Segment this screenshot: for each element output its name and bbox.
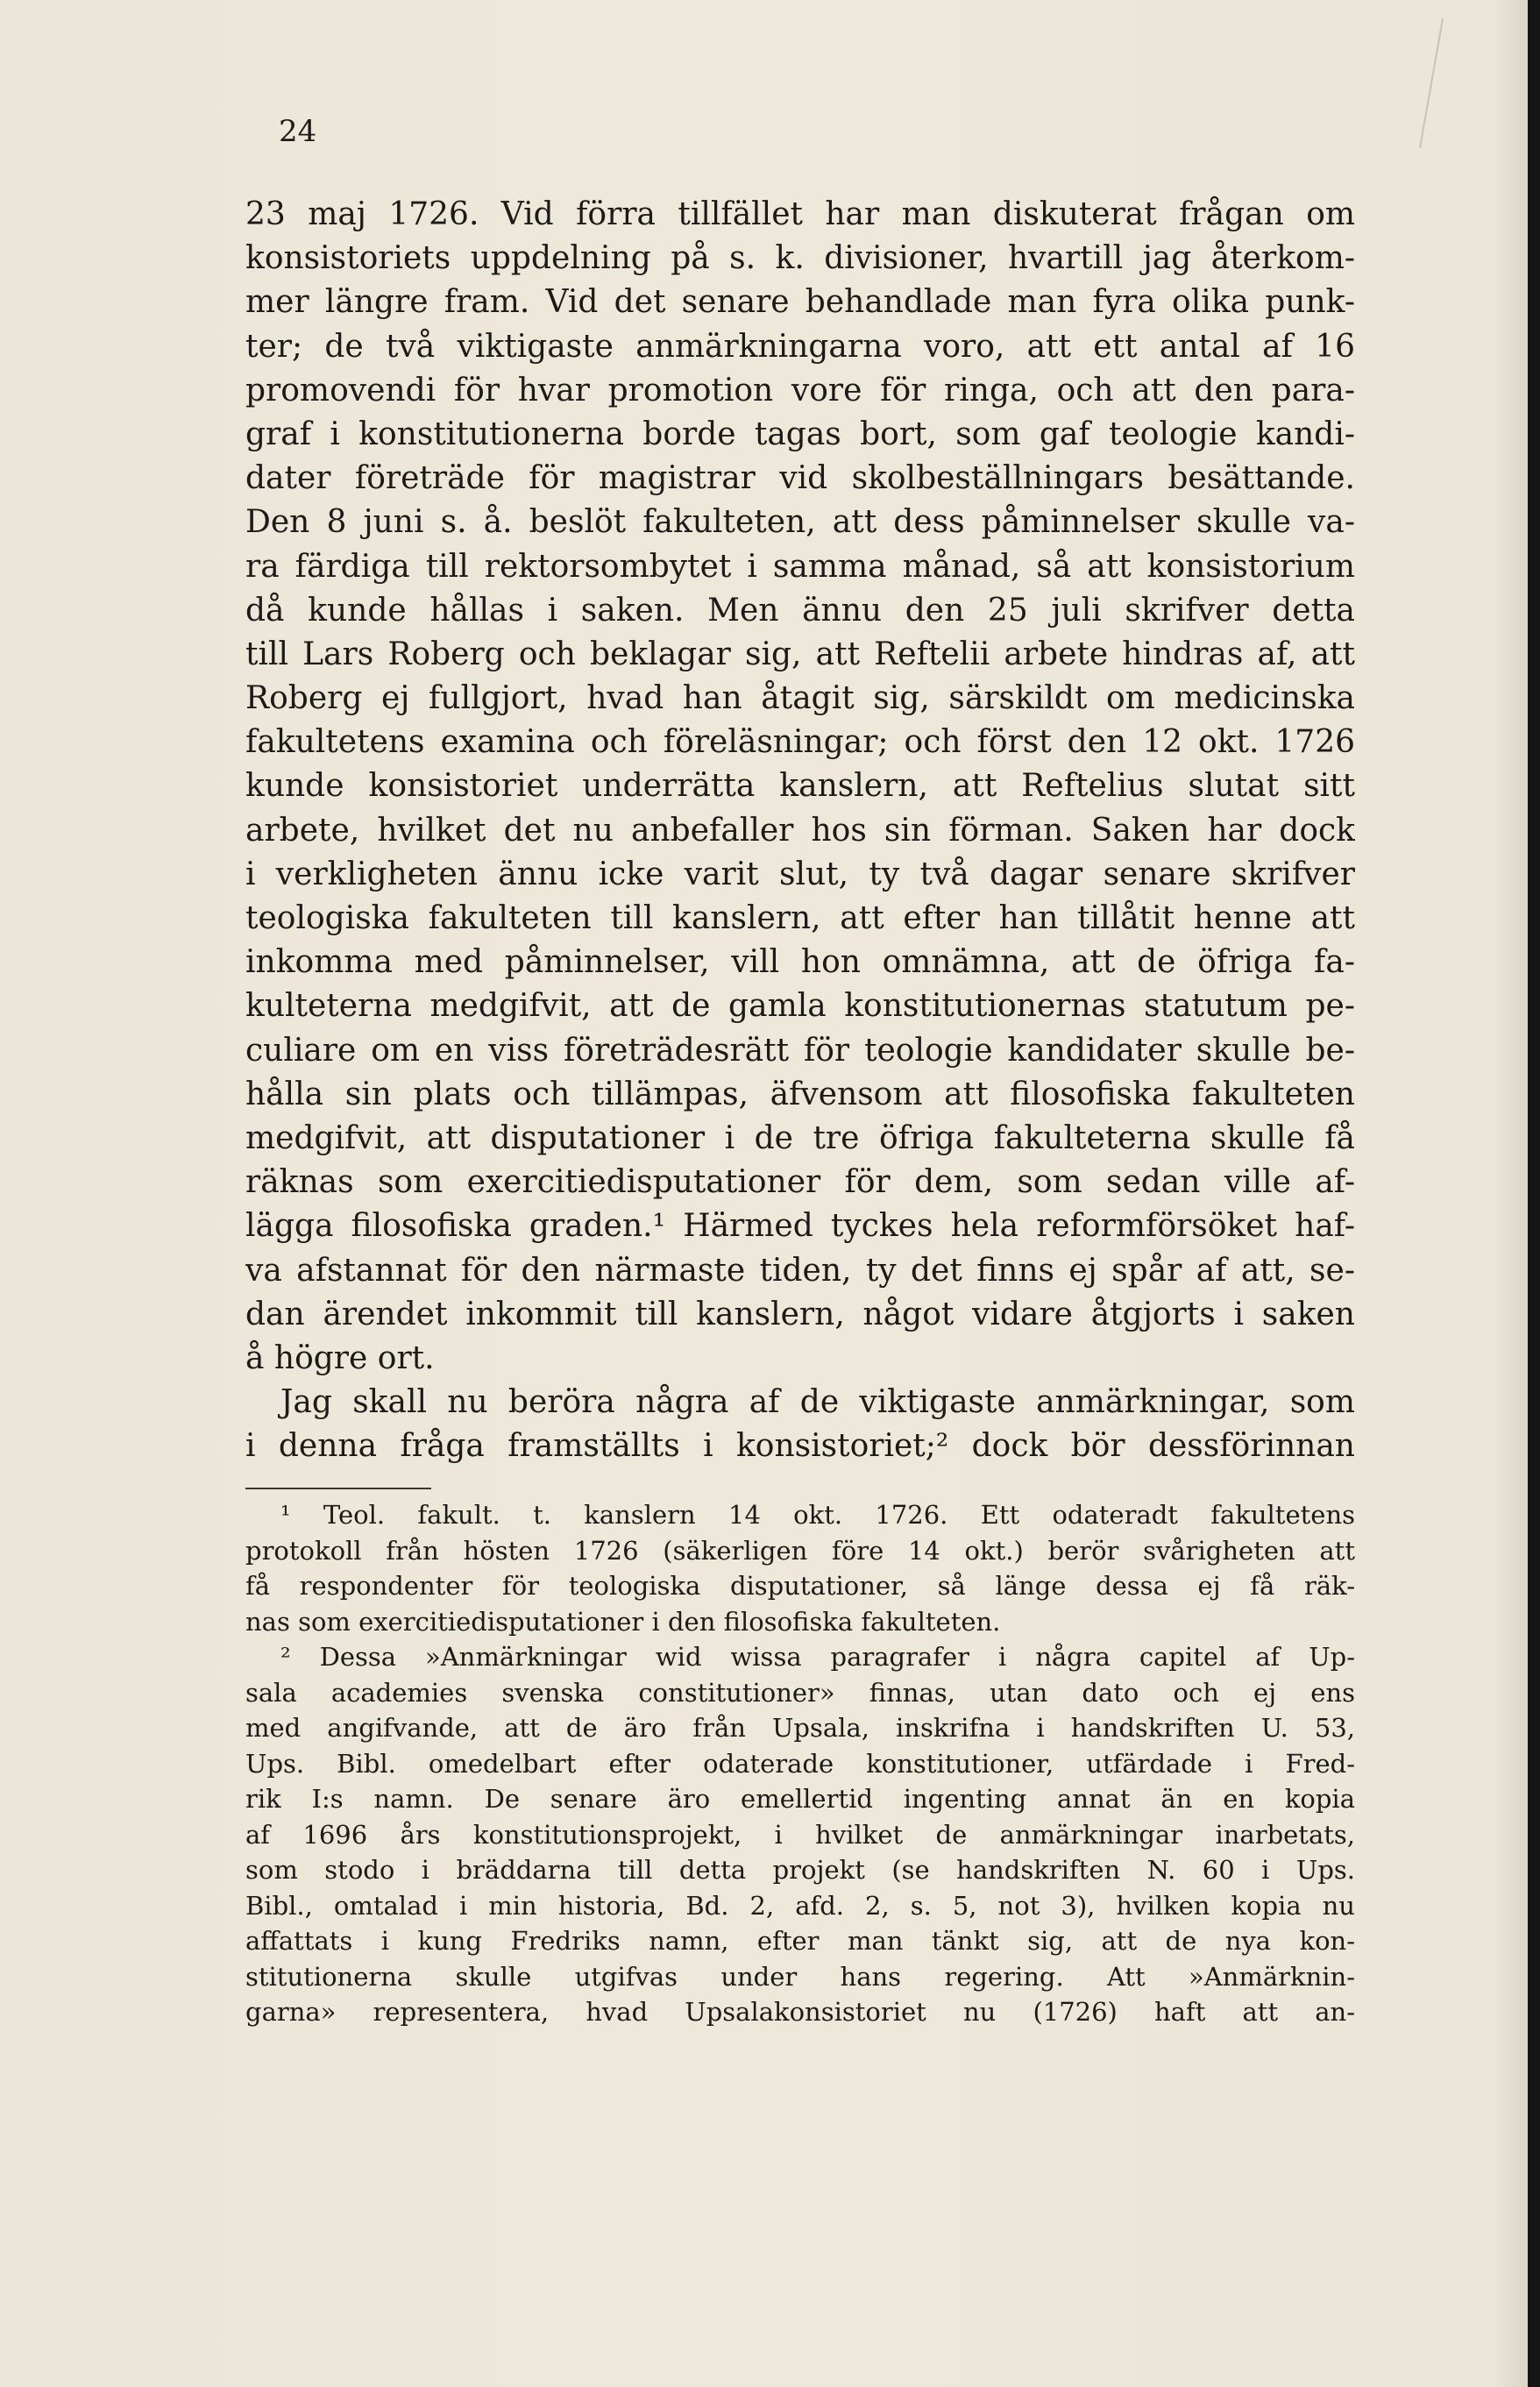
text-line: dan ärendet inkommit till kanslern, något vidare åtgjorts i saken: [245, 1296, 1355, 1332]
text-line: promovendi för hvar promotion vore för ringa, och att den para-: [245, 372, 1355, 408]
footnote-line: garna» representera, hvad Upsalakonsistoriet nu (1726) haft att an-: [245, 1997, 1355, 2027]
text-line: arbete, hvilket det nu anbefaller hos sin förman. Saken har dock: [245, 812, 1355, 849]
footnote-line: som stodo i bräddarna till detta projekt (se handskriften N. 60 i Ups.: [245, 1855, 1355, 1885]
text-line: Roberg ej fullgjort, hvad han åtagit sig, särskildt om medicinska: [245, 680, 1355, 717]
text-line: culiare om en viss företrädesrätt för teologie kandidater skulle be-: [245, 1032, 1355, 1069]
text-line: då kunde hållas i saken. Men ännu den 25 juli skrifver detta: [245, 592, 1355, 629]
text-line: 23 maj 1726. Vid förra tillfället har man diskuterat frågan om: [245, 196, 1355, 232]
pencil-mark: [1419, 18, 1444, 148]
footnote-line: nas som exercitiedisputationer i den filosofiska fakulteten.: [245, 1606, 1001, 1637]
text-line: ter; de två viktigaste anmärkningarna voro, att ett antal af 16: [245, 328, 1355, 365]
text-line: kunde konsistoriet underrätta kanslern, att Reftelius slutat sitt: [245, 768, 1355, 805]
footnote-line: Bibl., omtalad i min historia, Bd. 2, afd. 2, s. 5, not 3), hvilken kopia nu: [245, 1890, 1355, 1921]
text-line: i verkligheten ännu icke varit slut, ty två dagar senare skrifver: [245, 856, 1355, 892]
footnote-line: sala academies svenska constitutioner» finnas, utan dato och ej ens: [245, 1677, 1355, 1708]
footnote-line: Ups. Bibl. omedelbart efter odaterade konstitutioner, utfärdade i Fred-: [245, 1748, 1355, 1779]
text-line: dater företräde för magistrar vid skolbeställningars besättande.: [245, 460, 1355, 497]
text-line: inkomma med påminnelser, vill hon omnämna, att de öfriga fa-: [245, 944, 1355, 981]
footnote-line: stitutionerna skulle utgifvas under hans regering. Att »Anmärknin-: [245, 1961, 1355, 1992]
main-text: [245, 193, 1355, 1468]
text-line: lägga filosofiska graden.¹ Härmed tyckes hela reformförsöket haf-: [245, 1208, 1355, 1245]
text-line: räknas som exercitiedisputationer för dem, som sedan ville af-: [245, 1164, 1355, 1201]
footnote-line: af 1696 års konstitutionsprojekt, i hvilket de anmärkningar inarbetats,: [245, 1819, 1355, 1850]
footnote-rule: [245, 1488, 431, 1489]
footnotes: [245, 1497, 1355, 2030]
text-line: hålla sin plats och tillämpas, äfvensom att filosofiska fakulteten: [245, 1076, 1355, 1112]
text-line: va afstannat för den närmaste tiden, ty det finns ej spår af att, se-: [245, 1252, 1355, 1289]
text-line: till Lars Roberg och beklagar sig, att Reftelii arbete hindras af, att: [245, 636, 1355, 672]
text-line: teologiska fakulteten till kanslern, att efter han tillåtit henne att: [245, 900, 1355, 936]
text-line: kulteterna medgifvit, att de gamla konstitutionernas statutum pe-: [245, 988, 1355, 1025]
text-line: Den 8 juni s. å. beslöt fakulteten, att dess påminnelser skulle va-: [245, 504, 1355, 541]
text-line: mer längre fram. Vid det senare behandlade man fyra olika punk-: [245, 284, 1355, 321]
page-edge-shadow: [1528, 0, 1540, 2387]
text-line: fakultetens examina och föreläsningar; och först den 12 okt. 1726: [245, 724, 1355, 761]
text-line: i denna fråga framställts i konsistoriet;² dock bör dessförinnan: [245, 1428, 1355, 1465]
text-line: medgifvit, att disputationer i de tre öfriga fakulteterna skulle få: [245, 1119, 1355, 1156]
page-edge-gradient: [1493, 0, 1528, 2387]
footnote-line: få respondenter för teologiska disputationer, så länge dessa ej få räk-: [245, 1571, 1355, 1601]
text-line: graf i konstitutionerna borde tagas bort, som gaf teologie kandi-: [245, 416, 1355, 452]
text-line: Jag skall nu beröra några af de viktigaste anmärkningar, som: [280, 1384, 1355, 1421]
footnote-line: protokoll från hösten 1726 (säkerligen före 14 okt.) berör svårigheten att: [245, 1535, 1355, 1566]
footnote-line: ¹ Teol. fakult. t. kanslern 14 okt. 1726. Ett odateradt fakultetens: [280, 1500, 1355, 1530]
text-line: å högre ort.: [245, 1339, 435, 1376]
footnote-line: ² Dessa »Anmärkningar wid wissa paragrafer i några capitel af Up-: [280, 1642, 1355, 1672]
footnote-line: med angifvande, att de äro från Upsala, inskrifna i handskriften U. 53,: [245, 1713, 1355, 1743]
footnote-line: affattats i kung Fredriks namn, efter man tänkt sig, att de nya kon-: [245, 1926, 1355, 1956]
page-number: 24: [279, 114, 317, 149]
text-line: konsistoriets uppdelning på s. k. divisioner, hvartill jag återkom-: [245, 240, 1355, 277]
footnote-line: rik I:s namn. De senare äro emellertid ingenting annat än en kopia: [245, 1784, 1355, 1814]
text-line: ra färdiga till rektorsombytet i samma månad, så att konsistorium: [245, 548, 1355, 585]
